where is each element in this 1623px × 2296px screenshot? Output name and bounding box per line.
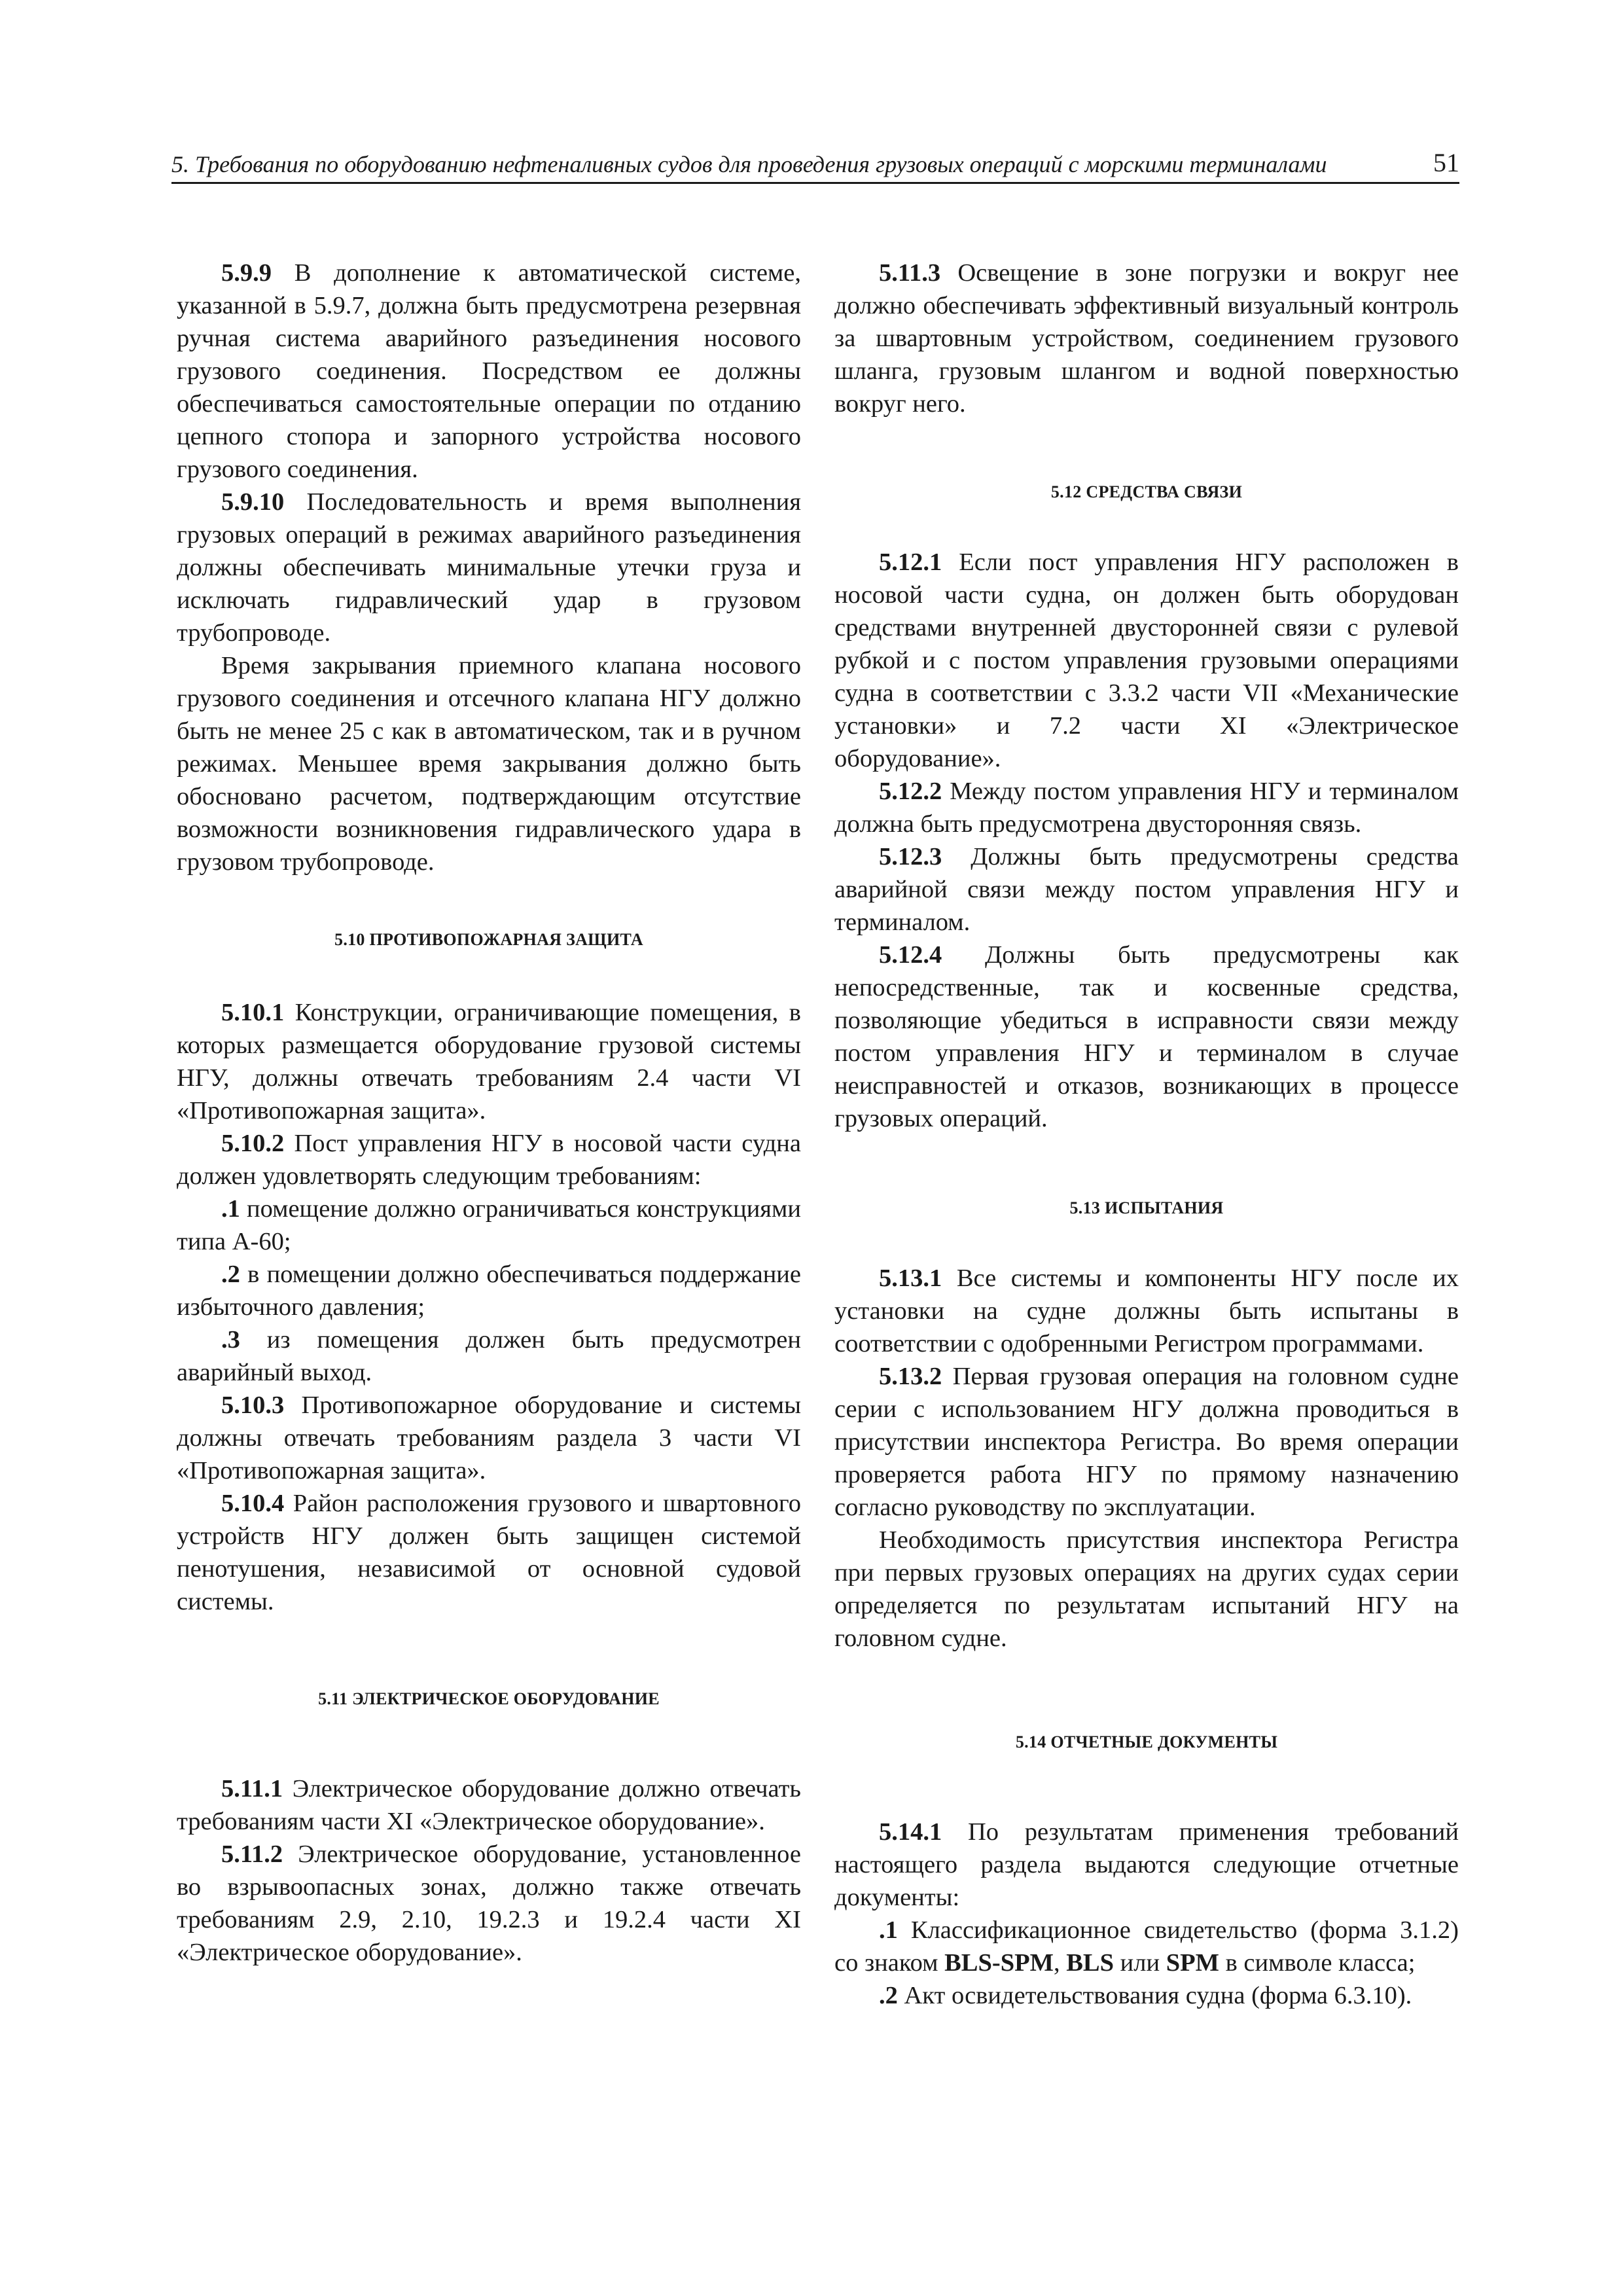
clause-number: 5.12.4 <box>879 941 942 969</box>
page-number: 51 <box>1433 148 1459 177</box>
item-text: из помещения должен быть предусмотрен аварийный выход. <box>177 1326 801 1386</box>
item-number: .1 <box>879 1916 898 1944</box>
clause-number: 5.10.3 <box>221 1391 285 1419</box>
paragraph-5-10-4 <box>177 1487 801 1618</box>
paragraph-5-10-1 <box>177 996 801 1127</box>
clause-number: 5.13.2 <box>879 1363 942 1390</box>
section-heading-5-10: 5.10 ПРОТИВОПОЖАРНАЯ ЗАЩИТА <box>334 930 643 949</box>
paragraph-5-13-2 <box>834 1360 1459 1524</box>
paragraph-5-10-2 <box>177 1127 801 1193</box>
paragraph-5-11-2 <box>177 1838 801 1969</box>
list-item-1 <box>177 1193 801 1258</box>
clause-number: 5.12.1 <box>879 548 942 576</box>
clause-number: 5.11.3 <box>879 259 941 287</box>
clause-number: 5.10.2 <box>221 1130 285 1157</box>
section-heading-5-13: 5.13 ИСПЫТАНИЯ <box>1069 1198 1224 1217</box>
clause-text: Конструкции, ограничивающие помещения, в которых размещается оборудование грузовой системы НГУ, должны отвечать требованиям 2.4 части VI «Противопожарная защита». <box>177 999 801 1124</box>
clause-text: Пост управления НГУ в носовой части судна должен удовлетворять следующим требованиям: <box>177 1130 801 1190</box>
item-text: помещение должно ограничиваться конструкциями типа А-60; <box>177 1195 801 1255</box>
list-item-2 <box>177 1258 801 1323</box>
paragraph-5-9-9 <box>177 257 801 486</box>
item-number: .2 <box>221 1261 240 1288</box>
section-heading-5-11: 5.11 ЭЛЕКТРИЧЕСКОЕ ОБОРУДОВАНИЕ <box>318 1689 660 1708</box>
clause-text: В дополнение к автоматической системе, указанной в 5.9.7, должна быть предусмотрена резервная ручная система аварийного разъединения носового грузового соединения. Посредством ее должны обеспечиваться самостоятельные операции по отданию цепного стопора и запорного устройства носового грузового соединения. <box>177 259 801 483</box>
clause-text: Все системы и компоненты НГУ после их установки на судне должны быть испытаны в соответствии с одобренными Регистром программами. <box>834 1265 1459 1357</box>
separator-text: , <box>1053 1949 1067 1977</box>
running-title: 5. Требования по оборудованию нефтеналивных судов для проведения грузовых операций с морскими терминалами <box>171 151 1327 177</box>
item-text: в помещении должно обеспечиваться поддержание избыточного давления; <box>177 1261 801 1321</box>
left-column <box>177 257 801 1969</box>
paragraph-5-11-1 <box>177 1772 801 1838</box>
clause-text: Электрическое оборудование, установленное во взрывоопасных зонах, должно также отвечать требованиям 2.9, 2.10, 19.2.3 и 19.2.4 части XI «Электрическое оборудование». <box>177 1840 801 1966</box>
item-number: .2 <box>879 1982 898 2009</box>
clause-number: 5.9.10 <box>221 488 285 516</box>
item-text: Акт освидетельствования судна (форма 6.3.10). <box>897 1982 1412 2009</box>
class-notation-bls-spm: BLS-SPM <box>944 1949 1054 1977</box>
clause-text: Первая грузовая операция на головном судне серии с использованием НГУ должна проводиться в присутствии инспектора Регистра. Во время операции проверяется работа НГУ по прямому назначению согласно руководству по эксплуатации. <box>834 1363 1459 1521</box>
or-text: или <box>1114 1949 1166 1977</box>
paragraph-5-12-1 <box>834 546 1459 775</box>
clause-text: Противопожарное оборудование и системы должны отвечать требованиям раздела 3 части VI «Противопожарная защита». <box>177 1391 801 1484</box>
clause-number: 5.14.1 <box>879 1818 942 1846</box>
clause-number: 5.11.1 <box>221 1775 283 1803</box>
item-number: .3 <box>221 1326 240 1354</box>
document-item-1 <box>834 1914 1459 1979</box>
list-item-3 <box>177 1323 801 1389</box>
paragraph-5-11-3 <box>834 257 1459 420</box>
section-heading-5-12: 5.12 СРЕДСТВА СВЯЗИ <box>1050 482 1243 501</box>
clause-text: Район расположения грузового и швартовного устройств НГУ должен быть защищен системой пенотушения, независимой от основной судовой системы. <box>177 1490 801 1615</box>
clause-text: Должны быть предусмотрены как непосредственные, так и косвенные средства, позволяющие убедиться в исправности связи между постом управления НГУ и терминалом в случае неисправностей и отказов, возникающих в процессе грузовых операций. <box>834 941 1459 1132</box>
paragraph-5-9-10-continued: Время закрывания приемного клапана носового грузового соединения и отсечного клапана НГУ должно быть не менее 25 с как в автоматическом, так и в ручном режимах. Меньшее время закрывания должно быть обосновано расчетом, подтверждающим отсутствие возможности возникновения гидравлического удара в грузовом трубопроводе. <box>177 652 801 876</box>
clause-number: 5.9.9 <box>221 259 272 287</box>
paragraph-5-14-1 <box>834 1816 1459 1914</box>
clause-text: Если пост управления НГУ расположен в носовой части судна, он должен быть оборудован средствами внутренней двусторонней связи с рулевой рубкой и с постом управления грузовыми операциями судна в соответствии с 3.3.2 части VII «Механические установки» и 7.2 части XI «Электрическое оборудование». <box>834 548 1459 772</box>
paragraph-5-9-10 <box>177 486 801 649</box>
item-text: Классификационное свидетельство (форма 3.1.2) со знаком <box>834 1916 1459 1977</box>
paragraph-5-12-3 <box>834 840 1459 939</box>
class-notation-spm: SPM <box>1166 1949 1219 1977</box>
item-number: .1 <box>221 1195 240 1223</box>
paragraph-5-10-3 <box>177 1389 801 1487</box>
clause-text: По результатам применения требований настоящего раздела выдаются следующие отчетные документы: <box>834 1818 1459 1911</box>
clause-number: 5.12.2 <box>879 778 942 805</box>
clause-number: 5.10.1 <box>221 999 285 1026</box>
clause-text: Электрическое оборудование должно отвечать требованиям части XI «Электрическое оборудование». <box>177 1775 801 1835</box>
clause-number: 5.10.4 <box>221 1490 285 1517</box>
clause-number: 5.12.3 <box>879 843 942 870</box>
clause-number: 5.11.2 <box>221 1840 283 1868</box>
section-heading-5-14: 5.14 ОТЧЕТНЫЕ ДОКУМЕНТЫ <box>1015 1732 1278 1751</box>
clause-number: 5.13.1 <box>879 1265 942 1292</box>
paragraph-5-12-2 <box>834 775 1459 840</box>
clause-text: Должны быть предусмотрены средства аварийной связи между постом управления НГУ и терминалом. <box>834 843 1459 936</box>
paragraph-5-12-4 <box>834 939 1459 1135</box>
class-notation-bls: BLS <box>1066 1949 1115 1977</box>
paragraph-5-13-2-continued: Необходимость присутствия инспектора Регистра при первых грузовых операциях на других судах серии определяется по результатам испытаний НГУ на головном судне. <box>834 1526 1459 1652</box>
document-item-2 <box>834 1979 1459 2012</box>
clause-text: Освещение в зоне погрузки и вокруг нее должно обеспечивать эффективный визуальный контроль за швартовным устройством, соединением грузового шланга, грузовым шлангом и водной поверхностью вокруг него. <box>834 259 1459 418</box>
right-column <box>834 257 1459 2012</box>
running-header <box>171 145 1459 184</box>
item-text-end: в символе класса; <box>1219 1949 1416 1977</box>
paragraph-5-13-1 <box>834 1262 1459 1360</box>
clause-text: Последовательность и время выполнения грузовых операций в режимах аварийного разъединения должны обеспечивать минимальные утечки груза и исключать гидравлический удар в грузовом трубопроводе. <box>177 488 801 647</box>
clause-text: Между постом управления НГУ и терминалом должна быть предусмотрена двусторонняя связь. <box>834 778 1459 838</box>
